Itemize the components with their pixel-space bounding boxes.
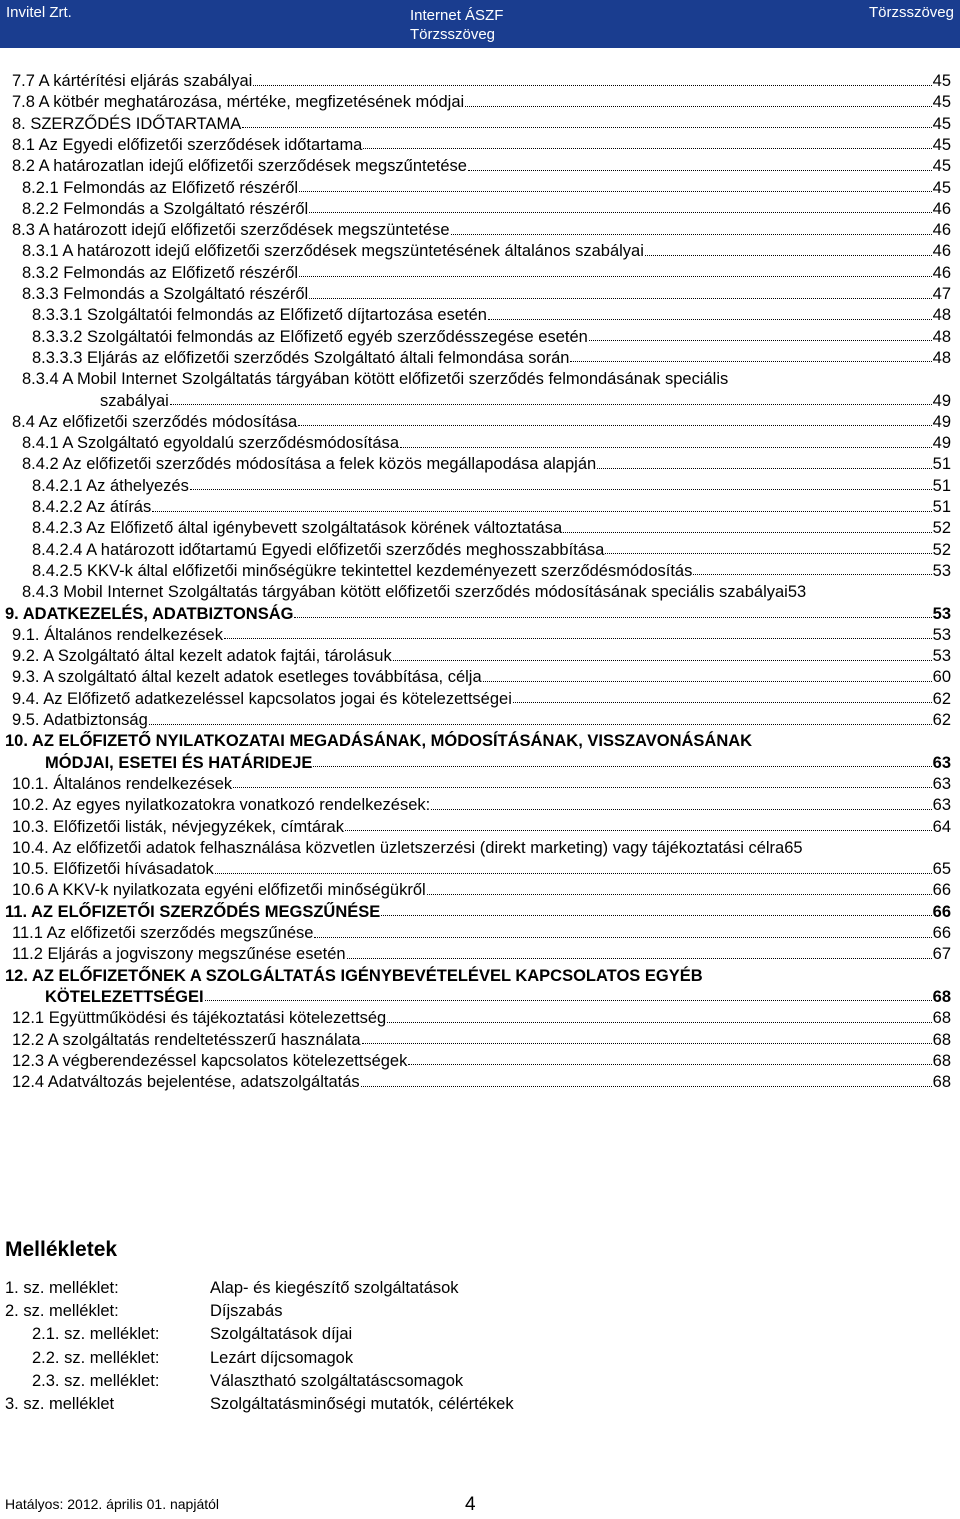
toc-entry-title: 12.4 Adatváltozás bejelentése, adatszolgáltatás — [12, 1073, 360, 1092]
toc-entry[interactable] — [12, 219, 951, 241]
toc-entry-title: 9.4. Az Előfizető adatkezeléssel kapcsolatos jogai és kötelezettségei — [12, 689, 512, 708]
toc-entry-title: 12.2 A szolgáltatás rendeltetésszerű használata — [12, 1030, 361, 1049]
toc-entry-title: 8.3.4 A Mobil Internet Szolgáltatás tárgyában kötött előfizetői szerződés felmondásának speciális — [22, 370, 729, 389]
toc-entry-title: 9.2. A Szolgáltató által kezelt adatok fajtái, tárolásuk — [12, 647, 392, 666]
toc-entry-title: 9.1. Általános rendelkezések — [12, 625, 223, 644]
annex-item — [0, 1277, 960, 1299]
toc-entry[interactable] — [12, 773, 951, 795]
toc-entry-page: 65 — [784, 838, 803, 857]
toc-entry-page: 68 — [932, 1051, 951, 1070]
toc-dot-leader — [451, 220, 932, 235]
toc-entry[interactable] — [22, 453, 951, 475]
toc-entry-title: 10.2. Az egyes nyilatkozatokra vonatkozó rendelkezések: — [12, 796, 431, 815]
toc-dot-leader — [205, 986, 932, 1001]
toc-entry-page: 53 — [932, 625, 951, 644]
header-document-subtitle: Törzsszöveg — [410, 26, 496, 43]
toc-entry[interactable] — [5, 965, 951, 987]
toc-entry-title: 11.2 Eljárás a jogviszony megszűnése esetén — [12, 945, 346, 964]
toc-entry-title: 8.3.3.2 Szolgáltatói felmondás az Előfizető egyéb szerződésszegése esetén — [32, 327, 588, 346]
toc-entry-page: 45 — [932, 93, 951, 112]
toc-dot-leader — [570, 347, 931, 362]
toc-entry-title: 12.3 A végberendezéssel kapcsolatos kötelezettségek — [12, 1051, 408, 1070]
toc-dot-leader — [298, 411, 931, 426]
toc-entry-page: 51 — [932, 476, 951, 495]
toc-entry[interactable] — [12, 666, 951, 688]
toc-entry-page: 48 — [932, 348, 951, 367]
toc-entry-title: 8.1 Az Egyedi előfizetői szerződések időtartama — [12, 135, 363, 154]
toc-entry-page: 45 — [932, 72, 951, 90]
toc-entry-page: 67 — [932, 945, 951, 964]
toc-entry-title: 8.4.2.1 Az áthelyezés — [32, 476, 189, 495]
toc-dot-leader — [224, 624, 932, 639]
toc-entry[interactable] — [12, 837, 951, 859]
toc-entry-page: 68 — [932, 1073, 951, 1092]
toc-dot-leader — [488, 305, 932, 320]
toc-entry[interactable] — [32, 326, 951, 348]
toc-entry[interactable] — [12, 794, 951, 816]
toc-entry-page: 45 — [932, 114, 951, 133]
toc-dot-leader — [314, 923, 931, 938]
toc-entry[interactable] — [22, 432, 951, 454]
toc-entry[interactable] — [12, 943, 951, 965]
toc-dot-leader — [313, 752, 931, 767]
toc-entry-title: 12.1 Együttműködési és tájékoztatási kötelezettség — [12, 1009, 387, 1028]
toc-entry-title: 8.4.2.3 Az Előfizető által igénybevett szolgáltatások körének változtatása — [32, 519, 563, 538]
annex-item-description: Szolgáltatások díjai — [210, 1325, 353, 1344]
header-document-title: Internet ÁSZF — [410, 7, 504, 24]
toc-entry[interactable] — [12, 70, 951, 92]
toc-dot-leader — [465, 92, 931, 107]
toc-entry-page: 65 — [932, 860, 951, 879]
toc-entry-page: 51 — [932, 498, 951, 516]
toc-entry[interactable] — [12, 155, 951, 177]
toc-dot-leader — [589, 326, 932, 341]
toc-entry[interactable] — [22, 283, 951, 305]
toc-entry-page: 52 — [932, 540, 951, 559]
toc-entry-title: 8.2.1 Felmondás az Előfizető részéről — [22, 178, 299, 197]
toc-entry[interactable] — [12, 1071, 951, 1093]
toc-entry-page: 60 — [932, 668, 951, 687]
toc-entry-page: 63 — [932, 774, 951, 793]
toc-dot-leader — [299, 262, 932, 277]
toc-entry-title: 11.1 Az előfizetői szerződés megszűnése — [12, 924, 314, 942]
toc-entry-title: 8.4.2.5 KKV-k által előfizetői minőségükre tekintettel kezdeményezett szerződésmódosítás — [32, 561, 693, 580]
toc-dot-leader — [345, 816, 932, 831]
toc-dot-leader — [597, 454, 931, 469]
annex-title: Mellékletek — [5, 1238, 118, 1261]
toc-dot-leader — [152, 497, 931, 512]
toc-entry-title: 10.3. Előfizetői listák, névjegyzékek, címtárak — [12, 817, 344, 836]
toc-entry-page: 53 — [932, 647, 951, 666]
toc-entry-page: 66 — [932, 924, 951, 942]
toc-entry[interactable] — [5, 603, 951, 625]
toc-entry[interactable] — [12, 624, 951, 646]
toc-dot-leader — [170, 390, 932, 405]
toc-entry-title: 8.2.2 Felmondás a Szolgáltató részéről — [22, 199, 309, 218]
toc-dot-leader — [361, 1072, 932, 1087]
toc-entry-page: 49 — [932, 434, 951, 453]
toc-dot-leader — [393, 646, 932, 661]
toc-entry[interactable] — [32, 560, 951, 582]
annex-item — [0, 1300, 960, 1322]
toc-entry[interactable] — [12, 1007, 951, 1029]
toc-entry-title: 7.8 A kötbér meghatározása, mértéke, megfizetésének módjai — [12, 93, 465, 112]
toc-entry[interactable] — [45, 986, 951, 1008]
toc-entry-title: 8. SZERZŐDÉS IDŐTARTAMA — [12, 114, 242, 133]
toc-entry[interactable] — [12, 858, 951, 880]
toc-entry-page: 45 — [932, 135, 951, 154]
toc-entry-title: 8.3.3.1 Szolgáltatói felmondás az Előfizető díjtartozása esetén — [32, 306, 487, 325]
toc-entry[interactable] — [12, 645, 951, 667]
toc-entry[interactable] — [12, 91, 951, 113]
toc-dot-leader — [387, 1008, 931, 1023]
toc-dot-leader — [563, 518, 931, 533]
toc-entry[interactable] — [5, 901, 951, 923]
toc-entry-title: 8.3.2 Felmondás az Előfizető részéről — [22, 263, 299, 282]
toc-entry-page: 53 — [932, 604, 951, 623]
toc-dot-leader — [693, 560, 931, 575]
toc-entry[interactable] — [12, 134, 951, 156]
toc-dot-leader — [233, 773, 932, 788]
toc-entry-page: 62 — [932, 689, 951, 708]
toc-entry[interactable] — [100, 390, 951, 412]
toc-dot-leader — [431, 795, 931, 810]
toc-entry-title: 8.4.2.4 A határozott időtartamú Egyedi előfizetői szerződés meghosszabbítása — [32, 540, 605, 559]
annex-item — [0, 1370, 960, 1392]
toc-entry[interactable] — [5, 730, 951, 752]
toc-entry[interactable] — [12, 879, 951, 901]
toc-dot-leader — [347, 944, 932, 959]
toc-entry[interactable] — [32, 347, 951, 369]
toc-entry-title: KÖTELEZETTSÉGEI — [45, 987, 204, 1006]
toc-entry-page: 63 — [932, 796, 951, 815]
toc-entry-title: 8.4.2 Az előfizetői szerződés módosítása a felek közös megállapodása alapján — [22, 455, 597, 474]
toc-entry[interactable] — [12, 688, 951, 710]
toc-entry-page: 47 — [932, 285, 951, 303]
toc-entry-title: 9. ADATKEZELÉS, ADATBIZTONSÁG — [5, 604, 294, 623]
toc-dot-leader — [605, 539, 931, 554]
annex-item-number: 1. sz. melléklet: — [5, 1279, 119, 1297]
annex-item — [0, 1393, 960, 1415]
annex-item-description: Díjszabás — [210, 1302, 283, 1321]
toc-dot-leader — [294, 603, 931, 618]
toc-entry[interactable] — [22, 581, 951, 603]
toc-dot-leader — [400, 433, 932, 448]
toc-entry-page: 52 — [932, 519, 951, 538]
toc-entry-page: 64 — [932, 817, 951, 836]
toc-entry-title: szabályai — [100, 391, 169, 410]
toc-entry[interactable] — [22, 368, 951, 390]
toc-entry-page: 46 — [932, 199, 951, 218]
toc-entry-title: 8.3.3 Felmondás a Szolgáltató részéről — [22, 285, 309, 303]
toc-entry-page: 66 — [932, 881, 951, 900]
toc-entry-page: 45 — [932, 157, 951, 176]
toc-entry[interactable] — [32, 475, 951, 497]
toc-entry[interactable] — [12, 411, 951, 433]
toc-dot-leader — [362, 1029, 932, 1044]
toc-entry[interactable] — [32, 539, 951, 561]
toc-entry-page: 63 — [932, 753, 951, 772]
toc-dot-leader — [363, 134, 931, 149]
toc-dot-leader — [215, 859, 932, 874]
header-company: Invitel Zrt. — [6, 4, 72, 21]
toc-entry-title: 12. AZ ELŐFIZETŐNEK A SZOLGÁLTATÁS IGÉNYBEVÉTELÉVEL KAPCSOLATOS EGYÉB — [5, 966, 703, 985]
toc-dot-leader — [468, 156, 932, 171]
toc-entry-page: 49 — [932, 412, 951, 431]
toc-entry-page: 62 — [932, 711, 951, 729]
toc-dot-leader — [309, 284, 931, 299]
toc-entry-page: 68 — [932, 1009, 951, 1028]
toc-entry-page: 51 — [932, 455, 951, 474]
toc-dot-leader — [149, 710, 932, 725]
toc-entry-title: 10. AZ ELŐFIZETŐ NYILATKOZATAI MEGADÁSÁNAK, MÓDOSÍTÁSÁNAK, VISSZAVONÁSÁNAK — [5, 732, 753, 751]
toc-entry-page: 66 — [932, 902, 951, 921]
annex-item-description: Szolgáltatásminőségi mutatók, célértékek — [210, 1395, 514, 1413]
toc-entry-title: 8.3.1 A határozott idejű előfizetői szerződések megszüntetésének általános szabályai — [22, 242, 644, 261]
toc-entry[interactable] — [45, 752, 951, 774]
toc-entry-title: 10.4. Az előfizetői adatok felhasználása közvetlen üzletszerzési (direkt marketing) vagy tájékoztatási célra — [12, 838, 785, 857]
toc-entry-page: 45 — [932, 178, 951, 197]
annex-item-number: 2.2. sz. melléklet: — [32, 1348, 160, 1367]
toc-entry-title: 10.5. Előfizetői hívásadatok — [12, 860, 214, 879]
toc-entry-title: 8.4.1 A Szolgáltató egyoldalú szerződésmódosítása — [22, 434, 399, 453]
toc-entry-page: 68 — [932, 1030, 951, 1049]
toc-entry-title: 8.4.3 Mobil Internet Szolgáltatás tárgyában kötött előfizetői szerződés módosításának speciális szabályai — [22, 583, 788, 602]
page-header — [0, 0, 960, 48]
toc-dot-leader — [190, 475, 932, 490]
toc-entry-title: 11. AZ ELŐFIZETŐI SZERZŐDÉS MEGSZŰNÉSE — [5, 902, 381, 921]
toc-entry-title: 8.3.3.3 Eljárás az előfizetői szerződés Szolgáltató általi felmondása során — [32, 348, 570, 367]
toc-entry[interactable] — [12, 922, 951, 944]
toc-entry-page: 48 — [932, 306, 951, 325]
toc-entry-page: 46 — [932, 263, 951, 282]
toc-entry[interactable] — [22, 240, 951, 262]
toc-entry[interactable] — [12, 113, 951, 135]
toc-entry[interactable] — [32, 496, 951, 518]
footer-effective-date: Hatályos: 2012. április 01. napjától — [5, 1496, 220, 1512]
toc-dot-leader — [645, 241, 932, 256]
annex-item — [0, 1323, 960, 1345]
toc-entry[interactable] — [22, 198, 951, 220]
annex-item-description: Alap- és kiegészítő szolgáltatások — [210, 1279, 459, 1297]
toc-entry[interactable] — [32, 517, 951, 539]
header-section: Törzsszöveg — [868, 4, 954, 21]
toc-dot-leader — [427, 880, 932, 895]
toc-dot-leader — [253, 71, 931, 86]
toc-entry[interactable] — [22, 177, 951, 199]
toc-entry-title: 8.4 Az előfizetői szerződés módosítása — [12, 412, 298, 431]
toc-entry-title: MÓDJAI, ESETEI ÉS HATÁRIDEJE — [45, 753, 313, 772]
toc-dot-leader — [242, 113, 931, 128]
toc-dot-leader — [309, 198, 931, 213]
toc-entry-title: 10.6 A KKV-k nyilatkozata egyéni előfizetői minőségükről — [12, 881, 426, 900]
toc-entry-title: 9.3. A szolgáltató által kezelt adatok esetleges továbbítása, célja — [12, 668, 482, 687]
toc-entry[interactable] — [12, 1029, 951, 1051]
toc-dot-leader — [513, 688, 932, 703]
toc-entry-title: 7.7 A kártérítési eljárás szabályai — [12, 72, 253, 90]
annex-item-number: 2.1. sz. melléklet: — [32, 1325, 160, 1344]
toc-entry-page: 53 — [787, 583, 807, 602]
toc-dot-leader — [483, 667, 932, 682]
annex-item-number: 2. sz. melléklet: — [5, 1302, 119, 1321]
annex-item-number: 3. sz. melléklet — [5, 1395, 115, 1413]
annex-item — [0, 1347, 960, 1369]
toc-entry[interactable] — [22, 262, 951, 284]
toc-entry[interactable] — [12, 1050, 951, 1072]
toc-entry-title: 10.1. Általános rendelkezések — [12, 774, 233, 793]
toc-dot-leader — [381, 901, 931, 916]
toc-entry-title: 9.5. Adatbiztonság — [12, 711, 148, 729]
toc-entry-title: 8.4.2.2 Az átírás — [32, 498, 152, 516]
toc-entry[interactable] — [32, 304, 951, 326]
toc-entry-page: 46 — [932, 242, 951, 261]
annex-item-description: Lezárt díjcsomagok — [210, 1348, 354, 1367]
toc-entry[interactable] — [12, 709, 951, 731]
toc-entry-page: 53 — [932, 561, 951, 580]
toc-entry-page: 46 — [932, 221, 951, 240]
toc-entry-page: 49 — [932, 391, 951, 410]
toc-dot-leader — [408, 1050, 931, 1065]
annex-item-description: Választható szolgáltatáscsomagok — [210, 1371, 464, 1390]
toc-entry-page: 48 — [932, 327, 951, 346]
toc-entry[interactable] — [12, 816, 951, 838]
footer-page-number: 4 — [465, 1494, 476, 1515]
toc-entry-page: 68 — [932, 987, 951, 1006]
annex-item-number: 2.3. sz. melléklet: — [32, 1371, 160, 1390]
toc-entry-title: 8.2 A határozatlan idejű előfizetői szerződések megszűntetése — [12, 157, 467, 176]
toc-dot-leader — [299, 177, 932, 192]
toc-entry-title: 8.3 A határozott idejű előfizetői szerződések megszüntetése — [12, 221, 450, 240]
